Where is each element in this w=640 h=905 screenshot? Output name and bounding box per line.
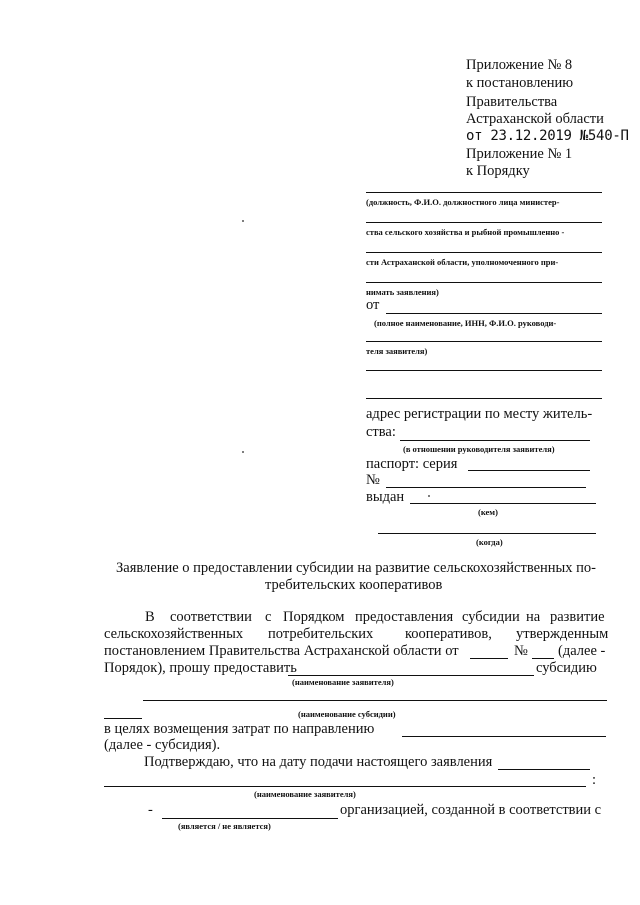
appendix-date-number: от 23.12.2019 №540-П (466, 128, 629, 144)
p2-word: потребительских (268, 626, 374, 642)
p1-word: развитие (550, 609, 605, 625)
blank-line (366, 222, 602, 223)
date-submission-line (498, 769, 590, 770)
caption-is: (является / не является) (178, 821, 271, 831)
blank-line (366, 398, 602, 399)
blank-line (366, 370, 602, 371)
appendix-to-resolution: к постановлению (466, 75, 574, 91)
issued-when-line (378, 533, 596, 534)
p1-word: Порядком (283, 609, 345, 625)
appendix-order-number: Приложение № 1 (466, 146, 573, 162)
p3-text-end: (далее - (558, 643, 606, 659)
p1-word: В (145, 609, 155, 625)
p7-text: Подтверждаю, что на дату подачи настоящего заявления (144, 754, 493, 770)
p2-word: сельскохозяйственных (104, 626, 244, 642)
is-blank-line (162, 818, 338, 819)
caption-subsidy: (наименование субсидии) (298, 709, 396, 719)
passport-series-line (468, 470, 590, 471)
appendix-region: Астраханской области (466, 111, 604, 127)
direction-blank-line (402, 736, 606, 737)
caption-applicant2: (наименование заявителя) (254, 789, 356, 799)
blank-line (366, 282, 602, 283)
blank-line (366, 252, 602, 253)
number-blank-line (532, 658, 554, 659)
address-label: адрес регистрации по месту житель- (366, 406, 593, 422)
scan-speck (428, 495, 430, 497)
caption-region-authorized: сти Астраханской области, уполномоченного при- (366, 257, 559, 267)
subsidy-blank-line-short (104, 718, 142, 719)
document-title-cont: требительских кооперативов (265, 577, 443, 593)
scan-speck (242, 451, 244, 453)
p3-text: постановлением Правительства Астраханской области от (104, 643, 459, 659)
address-blank-line (400, 440, 590, 441)
caption-ministry: ства сельского хозяйства и рыбной промышленно - (366, 227, 565, 237)
p6-text: (далее - субсидия). (104, 737, 221, 753)
p1-word: предоставления (355, 609, 454, 625)
p2-word: утвержденным (516, 626, 609, 642)
address-label-cont: ства: (366, 424, 396, 440)
p1-word: соответствии (170, 609, 252, 625)
issued-by-line (410, 503, 596, 504)
appendix-number: Приложение № 8 (466, 57, 573, 73)
blank-line (366, 192, 602, 193)
appendix-to-order: к Порядку (466, 163, 530, 179)
passport-label: паспорт: серия (366, 456, 458, 472)
caption-address: (в отношении руководителя заявителя) (403, 444, 555, 454)
p4-text: Порядок), прошу предоставить (104, 660, 297, 676)
document-title: Заявление о предоставлении субсидии на развитие сельскохозяйственных по- (116, 560, 596, 576)
p4-text-end: субсидию (536, 660, 597, 676)
passport-number-line (386, 487, 586, 488)
p1-word: на (526, 609, 541, 625)
applicant2-blank-line (104, 786, 586, 787)
p2-word: кооперативов, (405, 626, 492, 642)
p8-text: организацией, созданной в соответствии с (340, 802, 602, 818)
scan-speck (242, 220, 244, 222)
caption-issued-when: (когда) (476, 537, 503, 547)
dash: - (148, 802, 153, 818)
appendix-government: Правительства (466, 94, 558, 110)
caption-official: (должность, Ф.И.О. должностного лица министер- (366, 197, 560, 207)
caption-full-name: (полное наименование, ИНН, Ф.И.О. руководи- (374, 318, 557, 328)
p1-word: с (265, 609, 272, 625)
blank-line (366, 341, 602, 342)
p3-number-sign: № (514, 643, 528, 659)
p1-word: субсидии (462, 609, 520, 625)
from-blank-line (386, 313, 602, 314)
p5-text: в целях возмещения затрат по направлению (104, 721, 375, 737)
subsidy-blank-line (143, 700, 607, 701)
passport-number-label: № (366, 472, 380, 488)
caption-accept-applications: нимать заявления) (366, 287, 439, 297)
from-label: от (366, 297, 380, 313)
caption-applicant-head: теля заявителя) (366, 346, 428, 356)
date-blank-line (470, 658, 508, 659)
caption-applicant: (наименование заявителя) (292, 677, 394, 687)
applicant-blank-line (288, 675, 534, 676)
issued-label: выдан (366, 489, 405, 505)
colon: : (592, 772, 597, 788)
caption-issued-by: (кем) (478, 507, 498, 517)
